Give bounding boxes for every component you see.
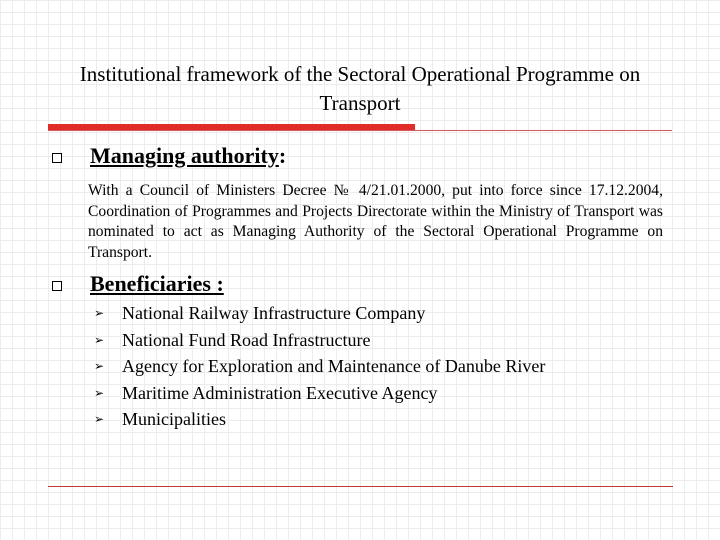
- managing-authority-description: With a Council of Ministers Decree № 4/21.01.2000, put into force since 17.12.2004, Coordination of Programmes and Projects Directorate within the Ministry of Transport was nominated to act as Managing Authority of the Sectoral Operational Programme on Transport.: [88, 182, 663, 261]
- section-heading-managing-authority: [90, 143, 286, 169]
- list-item-text: Maritime Administration Executive Agency: [122, 382, 438, 403]
- list-item-text: Municipalities: [122, 409, 226, 429]
- square-bullet-icon: [52, 153, 62, 163]
- list-item-text: National Fund Road Infrastructure: [122, 329, 371, 350]
- heading-text: Managing authority: [90, 143, 279, 168]
- heading-text: Beneficiaries :: [90, 271, 224, 296]
- list-item-text: Agency for Exploration and Maintenance of Danube River: [122, 356, 546, 376]
- arrow-bullet-icon: ➢: [94, 359, 105, 373]
- square-bullet-icon: [52, 281, 62, 291]
- arrow-bullet-icon: ➢: [94, 306, 105, 320]
- footer-rule: [48, 486, 673, 487]
- slide-title: Institutional framework of the Sectoral Operational Programme on Transport: [79, 62, 641, 115]
- title-rule: [48, 130, 672, 131]
- arrow-bullet-icon: ➢: [94, 332, 105, 347]
- section-heading-beneficiaries: [90, 271, 224, 297]
- list-item-text: National Railway Infrastructure Company: [122, 303, 426, 323]
- arrow-bullet-icon: ➢: [94, 385, 105, 400]
- arrow-bullet-icon: ➢: [94, 412, 105, 426]
- heading-suffix: :: [278, 143, 287, 168]
